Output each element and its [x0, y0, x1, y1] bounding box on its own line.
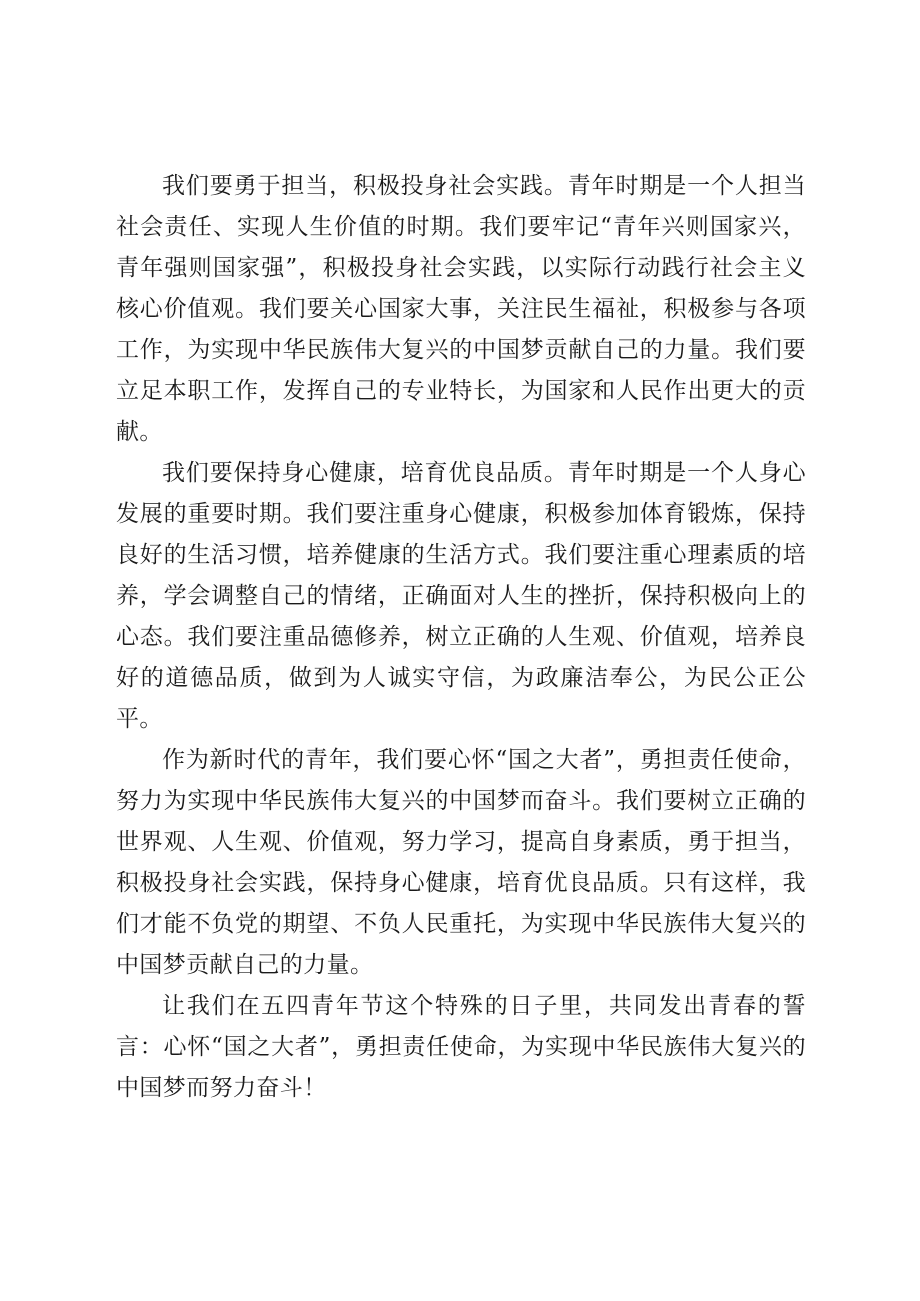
paragraph-responsibility: 我们要勇于担当，积极投身社会实践。青年时期是一个人担当社会责任、实现人生价值的时期。我们要牢记“青年兴则国家兴，青年强则国家强”，积极投身社会实践，以实际行动践行社会主义核心价值观。我们要关心国家大事，关注民生福祉，积极参与各项工作，为实现中华民族伟大复兴的中国梦贡献自己的力量。我们要立足本职工作，发挥自己的专业特长，为国家和人民作出更大的贡献。 [116, 173, 806, 445]
paragraph-health: 我们要保持身心健康，培育优良品质。青年时期是一个人身心发展的重要时期。我们要注重身心健康，积极参加体育锻炼，保持良好的生活习惯，培养健康的生活方式。我们要注重心理素质的培养，学会调整自己的情绪，正确面对人生的挫折，保持积极向上的心态。我们要注重品德修养，树立正确的人生观、价值观，培养良好的道德品质，做到为人诚实守信，为政廉洁奉公，为民公正公平。 [116, 460, 806, 732]
document-body [116, 166, 806, 1109]
paragraph-mission: 作为新时代的青年，我们要心怀“国之大者”，勇担责任使命，努力为实现中华民族伟大复兴的中国梦而奋斗。我们要树立正确的世界观、人生观、价值观，努力学习，提高自身素质，勇于担当，积极投身社会实践，保持身心健康，培育优良品质。只有这样，我们才能不负党的期望、不负人民重托，为实现中华民族伟大复兴的中国梦贡献自己的力量。 [116, 747, 806, 978]
paragraph-oath: 让我们在五四青年节这个特殊的日子里，共同发出青春的誓言：心怀“国之大者”，勇担责任使命，为实现中华民族伟大复兴的中国梦而努力奋斗！ [116, 993, 806, 1101]
